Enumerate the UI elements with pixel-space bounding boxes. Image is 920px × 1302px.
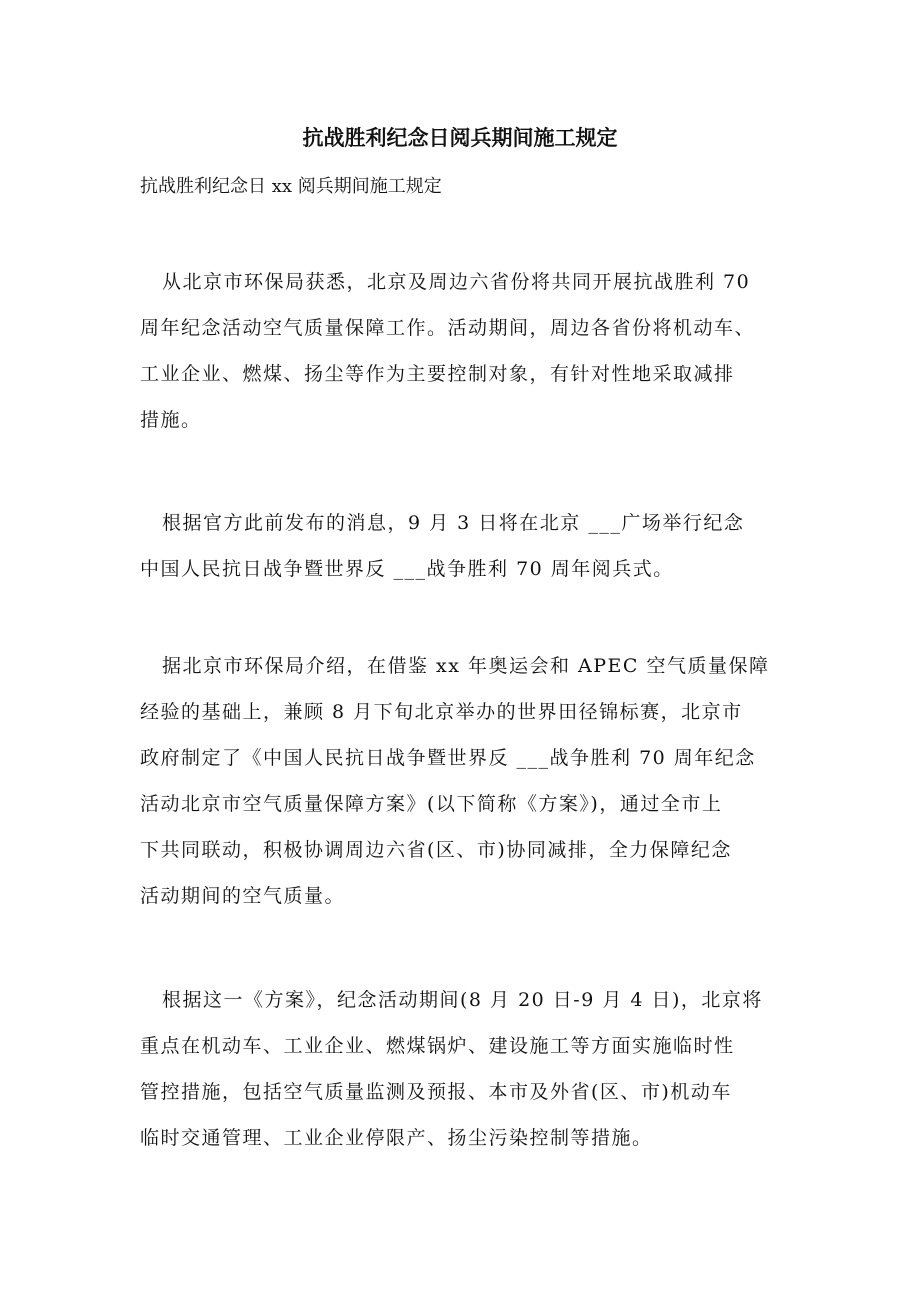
text-line: 据北京市环保局介绍，在借鉴 xx 年奥运会和 APEC 空气质量保障 [162, 655, 770, 677]
document-title: 抗战胜利纪念日阅兵期间施工规定 [302, 125, 618, 150]
text-line: 重点在机动车、工业企业、燃煤锅炉、建设施工等方面实施临时性 [140, 1035, 735, 1057]
text-line: 措施。 [140, 409, 202, 431]
text-line: 下共同联动，积极协调周边六省(区、市)协同减排，全力保障纪念 [140, 839, 732, 861]
text-line: 根据这一《方案》，纪念活动期间(8 月 20 日-9 月 4 日)，北京将 [162, 989, 763, 1011]
text-line: 活动北京市空气质量保障方案》(以下简称《方案》)，通过全市上 [140, 793, 723, 815]
paragraph-3 [140, 652, 800, 928]
text-line: 中国人民抗日战争暨世界反 ___战争胜利 70 周年阅兵式。 [140, 558, 674, 580]
text-line: 从北京市环保局获悉，北京及周边六省份将共同开展抗战胜利 70 [162, 271, 751, 293]
text-line: 经验的基础上，兼顾 8 月下旬北京举办的世界田径锦标赛，北京市 [140, 701, 743, 723]
text-line: 政府制定了《中国人民抗日战争暨世界反 ___战争胜利 70 周年纪念 [140, 747, 756, 769]
text-line: 周年纪念活动空气质量保障工作。活动期间，周边各省份将机动车、 [140, 317, 756, 339]
text-line: 工业企业、燃煤、扬尘等作为主要控制对象，有针对性地采取减排 [140, 363, 735, 385]
text-line: 管控措施，包括空气质量监测及预报、本市及外省(区、市)机动车 [140, 1081, 732, 1103]
paragraph-4 [140, 986, 800, 1170]
document-subtitle: 抗战胜利纪念日 xx 阅兵期间施工规定 [140, 176, 442, 197]
text-line: 临时交通管理、工业企业停限产、扬尘污染控制等措施。 [140, 1127, 653, 1149]
paragraph-2 [140, 509, 800, 601]
text-line: 根据官方此前发布的消息，9 月 3 日将在北京 ___广场举行纪念 [162, 512, 745, 534]
paragraph-1 [140, 268, 800, 452]
text-line: 活动期间的空气质量。 [140, 885, 346, 907]
